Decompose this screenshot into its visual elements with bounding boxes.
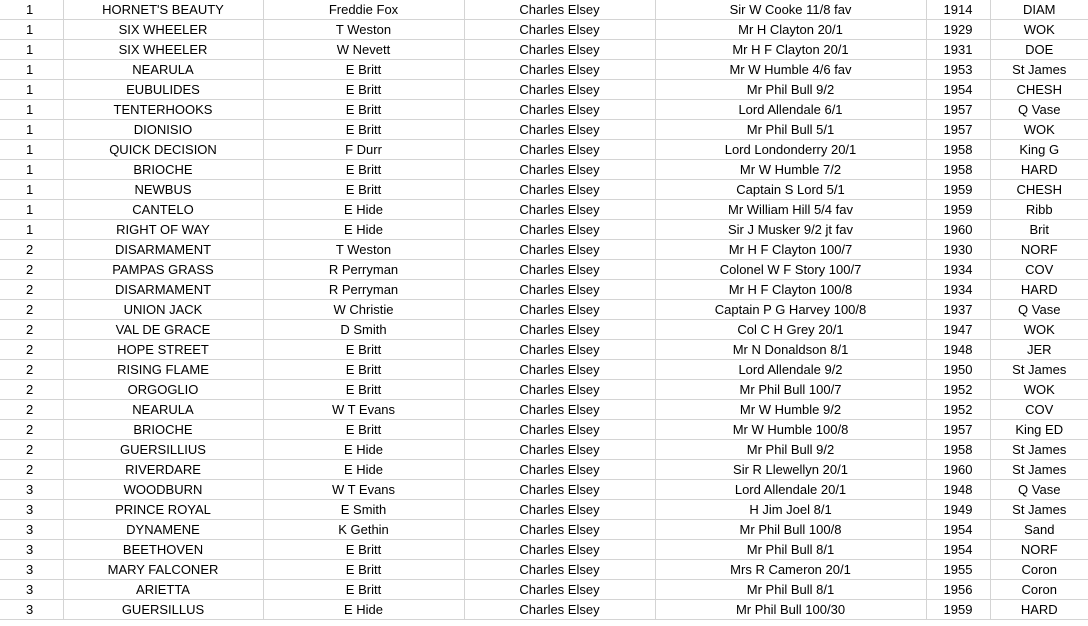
trainer-cell[interactable]: Charles Elsey xyxy=(464,160,655,180)
trainer-cell[interactable]: Charles Elsey xyxy=(464,220,655,240)
owner-cell[interactable]: Mr W Humble 7/2 xyxy=(655,160,926,180)
trainer-cell[interactable]: Charles Elsey xyxy=(464,400,655,420)
table-row xyxy=(0,580,1088,600)
trainer-cell[interactable]: Charles Elsey xyxy=(464,540,655,560)
year-cell[interactable]: 1954 xyxy=(926,540,990,560)
owner-cell[interactable]: Lord Londonderry 20/1 xyxy=(655,140,926,160)
trainer-cell[interactable]: Charles Elsey xyxy=(464,0,655,20)
race-cell[interactable]: COV xyxy=(990,260,1088,280)
race-cell[interactable]: Q Vase xyxy=(990,100,1088,120)
trainer-cell[interactable]: Charles Elsey xyxy=(464,480,655,500)
year-cell[interactable]: 1930 xyxy=(926,240,990,260)
trainer-cell[interactable]: Charles Elsey xyxy=(464,380,655,400)
jockey-cell[interactable]: E Britt xyxy=(263,420,464,440)
year-cell[interactable]: 1948 xyxy=(926,480,990,500)
horse-cell[interactable]: NEARULA xyxy=(63,60,263,80)
trainer-cell[interactable]: Charles Elsey xyxy=(464,80,655,100)
owner-cell[interactable]: Captain S Lord 5/1 xyxy=(655,180,926,200)
horse-cell[interactable]: WOODBURN xyxy=(63,480,263,500)
table-row xyxy=(0,360,1088,380)
trainer-cell[interactable]: Charles Elsey xyxy=(464,240,655,260)
race-cell[interactable]: Sand xyxy=(990,520,1088,540)
horse-cell[interactable]: PAMPAS GRASS xyxy=(63,260,263,280)
year-cell[interactable]: 1929 xyxy=(926,20,990,40)
horse-cell[interactable]: DISARMAMENT xyxy=(63,240,263,260)
table-row xyxy=(0,460,1088,480)
jockey-cell[interactable]: W Nevett xyxy=(263,40,464,60)
trainer-cell[interactable]: Charles Elsey xyxy=(464,100,655,120)
position-cell[interactable]: 1 xyxy=(0,120,63,140)
horse-cell[interactable]: NEWBUS xyxy=(63,180,263,200)
trainer-cell[interactable]: Charles Elsey xyxy=(464,500,655,520)
position-cell[interactable]: 1 xyxy=(0,160,63,180)
position-cell[interactable]: 2 xyxy=(0,440,63,460)
race-cell[interactable]: Ribb xyxy=(990,200,1088,220)
year-cell[interactable]: 1955 xyxy=(926,560,990,580)
table-row xyxy=(0,500,1088,520)
race-cell[interactable]: JER xyxy=(990,340,1088,360)
year-cell[interactable]: 1957 xyxy=(926,420,990,440)
owner-cell[interactable]: Mr W Humble 100/8 xyxy=(655,420,926,440)
race-cell[interactable]: King ED xyxy=(990,420,1088,440)
horse-cell[interactable]: QUICK DECISION xyxy=(63,140,263,160)
table-row xyxy=(0,140,1088,160)
year-cell[interactable]: 1960 xyxy=(926,220,990,240)
table-row xyxy=(0,100,1088,120)
horse-cell[interactable]: RIGHT OF WAY xyxy=(63,220,263,240)
table-row xyxy=(0,400,1088,420)
position-cell[interactable]: 1 xyxy=(0,40,63,60)
owner-cell[interactable]: Mr H F Clayton 100/8 xyxy=(655,280,926,300)
race-cell[interactable]: HARD xyxy=(990,160,1088,180)
table-row xyxy=(0,340,1088,360)
position-cell[interactable]: 2 xyxy=(0,460,63,480)
table-row xyxy=(0,260,1088,280)
race-cell[interactable]: WOK xyxy=(990,380,1088,400)
jockey-cell[interactable]: E Britt xyxy=(263,180,464,200)
race-cell[interactable]: COV xyxy=(990,400,1088,420)
position-cell[interactable]: 1 xyxy=(0,20,63,40)
owner-cell[interactable]: Mr H F Clayton 20/1 xyxy=(655,40,926,60)
table-row xyxy=(0,300,1088,320)
horse-cell[interactable]: BRIOCHE xyxy=(63,420,263,440)
trainer-cell[interactable]: Charles Elsey xyxy=(464,580,655,600)
table-row xyxy=(0,120,1088,140)
trainer-cell[interactable]: Charles Elsey xyxy=(464,60,655,80)
race-cell[interactable]: DOE xyxy=(990,40,1088,60)
year-cell[interactable]: 1953 xyxy=(926,60,990,80)
owner-cell[interactable]: Col C H Grey 20/1 xyxy=(655,320,926,340)
jockey-cell[interactable]: E Britt xyxy=(263,340,464,360)
trainer-cell[interactable]: Charles Elsey xyxy=(464,320,655,340)
table-row xyxy=(0,600,1088,620)
position-cell[interactable]: 3 xyxy=(0,580,63,600)
jockey-cell[interactable]: W T Evans xyxy=(263,400,464,420)
race-cell[interactable]: St James xyxy=(990,460,1088,480)
owner-cell[interactable]: Sir R Llewellyn 20/1 xyxy=(655,460,926,480)
jockey-cell[interactable]: E Smith xyxy=(263,500,464,520)
trainer-cell[interactable]: Charles Elsey xyxy=(464,20,655,40)
race-cell[interactable]: WOK xyxy=(990,20,1088,40)
position-cell[interactable]: 2 xyxy=(0,400,63,420)
jockey-cell[interactable]: F Durr xyxy=(263,140,464,160)
jockey-cell[interactable]: D Smith xyxy=(263,320,464,340)
trainer-cell[interactable]: Charles Elsey xyxy=(464,140,655,160)
trainer-cell[interactable]: Charles Elsey xyxy=(464,460,655,480)
year-cell[interactable]: 1960 xyxy=(926,460,990,480)
horse-cell[interactable]: BEETHOVEN xyxy=(63,540,263,560)
year-cell[interactable]: 1954 xyxy=(926,520,990,540)
race-cell[interactable]: NORF xyxy=(990,540,1088,560)
table-row xyxy=(0,480,1088,500)
trainer-cell[interactable]: Charles Elsey xyxy=(464,520,655,540)
owner-cell[interactable]: Mr Phil Bull 9/2 xyxy=(655,80,926,100)
horse-cell[interactable]: MARY FALCONER xyxy=(63,560,263,580)
owner-cell[interactable]: Mr W Humble 4/6 fav xyxy=(655,60,926,80)
position-cell[interactable]: 2 xyxy=(0,360,63,380)
table-row xyxy=(0,180,1088,200)
race-cell[interactable]: CHESH xyxy=(990,180,1088,200)
year-cell[interactable]: 1952 xyxy=(926,400,990,420)
horse-cell[interactable]: RIVERDARE xyxy=(63,460,263,480)
trainer-cell[interactable]: Charles Elsey xyxy=(464,360,655,380)
owner-cell[interactable]: Mr Phil Bull 8/1 xyxy=(655,580,926,600)
table-row xyxy=(0,320,1088,340)
position-cell[interactable]: 2 xyxy=(0,420,63,440)
table-row xyxy=(0,520,1088,540)
jockey-cell[interactable]: W Christie xyxy=(263,300,464,320)
position-cell[interactable]: 3 xyxy=(0,480,63,500)
position-cell[interactable]: 1 xyxy=(0,60,63,80)
table-row xyxy=(0,540,1088,560)
horse-cell[interactable]: PRINCE ROYAL xyxy=(63,500,263,520)
race-cell[interactable]: King G xyxy=(990,140,1088,160)
horse-cell[interactable]: SIX WHEELER xyxy=(63,40,263,60)
race-cell[interactable]: HARD xyxy=(990,600,1088,620)
position-cell[interactable]: 2 xyxy=(0,280,63,300)
trainer-cell[interactable]: Charles Elsey xyxy=(464,120,655,140)
race-cell[interactable]: Brit xyxy=(990,220,1088,240)
trainer-cell[interactable]: Charles Elsey xyxy=(464,560,655,580)
owner-cell[interactable]: Captain P G Harvey 100/8 xyxy=(655,300,926,320)
race-cell[interactable]: St James xyxy=(990,60,1088,80)
position-cell[interactable]: 1 xyxy=(0,0,63,20)
owner-cell[interactable]: Mr W Humble 9/2 xyxy=(655,400,926,420)
owner-cell[interactable]: Lord Allendale 9/2 xyxy=(655,360,926,380)
position-cell[interactable]: 2 xyxy=(0,240,63,260)
owner-cell[interactable]: Mrs R Cameron 20/1 xyxy=(655,560,926,580)
jockey-cell[interactable]: K Gethin xyxy=(263,520,464,540)
position-cell[interactable]: 2 xyxy=(0,320,63,340)
jockey-cell[interactable]: E Britt xyxy=(263,560,464,580)
table-row xyxy=(0,0,1088,20)
horse-cell[interactable]: HORNET'S BEAUTY xyxy=(63,0,263,20)
owner-cell[interactable]: Mr Phil Bull 8/1 xyxy=(655,540,926,560)
horse-cell[interactable]: UNION JACK xyxy=(63,300,263,320)
race-cell[interactable]: Coron xyxy=(990,580,1088,600)
year-cell[interactable]: 1954 xyxy=(926,80,990,100)
year-cell[interactable]: 1957 xyxy=(926,100,990,120)
trainer-cell[interactable]: Charles Elsey xyxy=(464,260,655,280)
position-cell[interactable]: 2 xyxy=(0,260,63,280)
year-cell[interactable]: 1959 xyxy=(926,200,990,220)
position-cell[interactable]: 1 xyxy=(0,100,63,120)
table-row xyxy=(0,560,1088,580)
race-cell[interactable]: Q Vase xyxy=(990,300,1088,320)
year-cell[interactable]: 1949 xyxy=(926,500,990,520)
jockey-cell[interactable]: T Weston xyxy=(263,240,464,260)
trainer-cell[interactable]: Charles Elsey xyxy=(464,40,655,60)
horse-cell[interactable]: DIONISIO xyxy=(63,120,263,140)
trainer-cell[interactable]: Charles Elsey xyxy=(464,200,655,220)
jockey-cell[interactable]: E Hide xyxy=(263,220,464,240)
table-row xyxy=(0,420,1088,440)
jockey-cell[interactable]: E Britt xyxy=(263,540,464,560)
owner-cell[interactable]: Mr N Donaldson 8/1 xyxy=(655,340,926,360)
owner-cell[interactable]: Colonel W F Story 100/7 xyxy=(655,260,926,280)
owner-cell[interactable]: Mr Phil Bull 9/2 xyxy=(655,440,926,460)
jockey-cell[interactable]: E Britt xyxy=(263,160,464,180)
horse-cell[interactable]: RISING FLAME xyxy=(63,360,263,380)
race-cell[interactable]: DIAM xyxy=(990,0,1088,20)
year-cell[interactable]: 1947 xyxy=(926,320,990,340)
jockey-cell[interactable]: R Perryman xyxy=(263,280,464,300)
jockey-cell[interactable]: T Weston xyxy=(263,20,464,40)
horse-cell[interactable]: TENTERHOOKS xyxy=(63,100,263,120)
jockey-cell[interactable]: E Hide xyxy=(263,440,464,460)
owner-cell[interactable]: Mr Phil Bull 5/1 xyxy=(655,120,926,140)
race-cell[interactable]: WOK xyxy=(990,120,1088,140)
race-cell[interactable]: NORF xyxy=(990,240,1088,260)
table-row xyxy=(0,80,1088,100)
horse-cell[interactable]: VAL DE GRACE xyxy=(63,320,263,340)
year-cell[interactable]: 1959 xyxy=(926,180,990,200)
position-cell[interactable]: 1 xyxy=(0,180,63,200)
owner-cell[interactable]: Lord Allendale 20/1 xyxy=(655,480,926,500)
jockey-cell[interactable]: E Britt xyxy=(263,120,464,140)
table-row xyxy=(0,20,1088,40)
table-row xyxy=(0,200,1088,220)
horse-cell[interactable]: GUERSILLIUS xyxy=(63,440,263,460)
race-cell[interactable]: St James xyxy=(990,360,1088,380)
trainer-cell[interactable]: Charles Elsey xyxy=(464,180,655,200)
position-cell[interactable]: 2 xyxy=(0,380,63,400)
jockey-cell[interactable]: E Britt xyxy=(263,80,464,100)
race-cell[interactable]: St James xyxy=(990,500,1088,520)
jockey-cell[interactable]: E Britt xyxy=(263,60,464,80)
trainer-cell[interactable]: Charles Elsey xyxy=(464,340,655,360)
table-row xyxy=(0,280,1088,300)
jockey-cell[interactable]: Freddie Fox xyxy=(263,0,464,20)
table-row xyxy=(0,380,1088,400)
year-cell[interactable]: 1958 xyxy=(926,140,990,160)
year-cell[interactable]: 1959 xyxy=(926,600,990,620)
horse-cell[interactable]: ORGOGLIO xyxy=(63,380,263,400)
table-row xyxy=(0,160,1088,180)
table-row xyxy=(0,440,1088,460)
jockey-cell[interactable]: E Britt xyxy=(263,360,464,380)
trainer-cell[interactable]: Charles Elsey xyxy=(464,300,655,320)
position-cell[interactable]: 1 xyxy=(0,140,63,160)
position-cell[interactable]: 3 xyxy=(0,600,63,620)
jockey-cell[interactable]: E Britt xyxy=(263,580,464,600)
year-cell[interactable]: 1957 xyxy=(926,120,990,140)
year-cell[interactable]: 1937 xyxy=(926,300,990,320)
jockey-cell[interactable]: E Hide xyxy=(263,200,464,220)
year-cell[interactable]: 1952 xyxy=(926,380,990,400)
year-cell[interactable]: 1958 xyxy=(926,440,990,460)
owner-cell[interactable]: Mr H Clayton 20/1 xyxy=(655,20,926,40)
table-row xyxy=(0,220,1088,240)
jockey-cell[interactable]: E Britt xyxy=(263,380,464,400)
year-cell[interactable]: 1934 xyxy=(926,280,990,300)
jockey-cell[interactable]: R Perryman xyxy=(263,260,464,280)
owner-cell[interactable]: Mr H F Clayton 100/7 xyxy=(655,240,926,260)
owner-cell[interactable]: Sir W Cooke 11/8 fav xyxy=(655,0,926,20)
year-cell[interactable]: 1934 xyxy=(926,260,990,280)
year-cell[interactable]: 1958 xyxy=(926,160,990,180)
race-cell[interactable]: St James xyxy=(990,440,1088,460)
owner-cell[interactable]: Mr William Hill 5/4 fav xyxy=(655,200,926,220)
jockey-cell[interactable]: W T Evans xyxy=(263,480,464,500)
horse-cell[interactable]: NEARULA xyxy=(63,400,263,420)
jockey-cell[interactable]: E Hide xyxy=(263,460,464,480)
horse-cell[interactable]: DISARMAMENT xyxy=(63,280,263,300)
race-cell[interactable]: WOK xyxy=(990,320,1088,340)
trainer-cell[interactable]: Charles Elsey xyxy=(464,420,655,440)
horse-cell[interactable]: GUERSILLUS xyxy=(63,600,263,620)
position-cell[interactable]: 1 xyxy=(0,80,63,100)
position-cell[interactable]: 2 xyxy=(0,300,63,320)
position-cell[interactable]: 1 xyxy=(0,220,63,240)
owner-cell[interactable]: Lord Allendale 6/1 xyxy=(655,100,926,120)
owner-cell[interactable]: Sir J Musker 9/2 jt fav xyxy=(655,220,926,240)
owner-cell[interactable]: Mr Phil Bull 100/30 xyxy=(655,600,926,620)
position-cell[interactable]: 3 xyxy=(0,560,63,580)
table-row xyxy=(0,240,1088,260)
horse-cell[interactable]: ARIETTA xyxy=(63,580,263,600)
race-cell[interactable]: Coron xyxy=(990,560,1088,580)
owner-cell[interactable]: H Jim Joel 8/1 xyxy=(655,500,926,520)
race-cell[interactable]: HARD xyxy=(990,280,1088,300)
owner-cell[interactable]: Mr Phil Bull 100/7 xyxy=(655,380,926,400)
position-cell[interactable]: 1 xyxy=(0,200,63,220)
race-cell[interactable]: Q Vase xyxy=(990,480,1088,500)
year-cell[interactable]: 1950 xyxy=(926,360,990,380)
position-cell[interactable]: 2 xyxy=(0,340,63,360)
jockey-cell[interactable]: E Britt xyxy=(263,100,464,120)
table-row xyxy=(0,60,1088,80)
year-cell[interactable]: 1914 xyxy=(926,0,990,20)
horse-cell[interactable]: HOPE STREET xyxy=(63,340,263,360)
horse-cell[interactable]: SIX WHEELER xyxy=(63,20,263,40)
trainer-cell[interactable]: Charles Elsey xyxy=(464,600,655,620)
race-cell[interactable]: CHESH xyxy=(990,80,1088,100)
trainer-cell[interactable]: Charles Elsey xyxy=(464,280,655,300)
position-cell[interactable]: 3 xyxy=(0,520,63,540)
year-cell[interactable]: 1948 xyxy=(926,340,990,360)
owner-cell[interactable]: Mr Phil Bull 100/8 xyxy=(655,520,926,540)
horse-cell[interactable]: EUBULIDES xyxy=(63,80,263,100)
horse-cell[interactable]: CANTELO xyxy=(63,200,263,220)
position-cell[interactable]: 3 xyxy=(0,500,63,520)
year-cell[interactable]: 1956 xyxy=(926,580,990,600)
horse-cell[interactable]: DYNAMENE xyxy=(63,520,263,540)
position-cell[interactable]: 3 xyxy=(0,540,63,560)
year-cell[interactable]: 1931 xyxy=(926,40,990,60)
table-row xyxy=(0,40,1088,60)
trainer-cell[interactable]: Charles Elsey xyxy=(464,440,655,460)
horse-cell[interactable]: BRIOCHE xyxy=(63,160,263,180)
jockey-cell[interactable]: E Hide xyxy=(263,600,464,620)
